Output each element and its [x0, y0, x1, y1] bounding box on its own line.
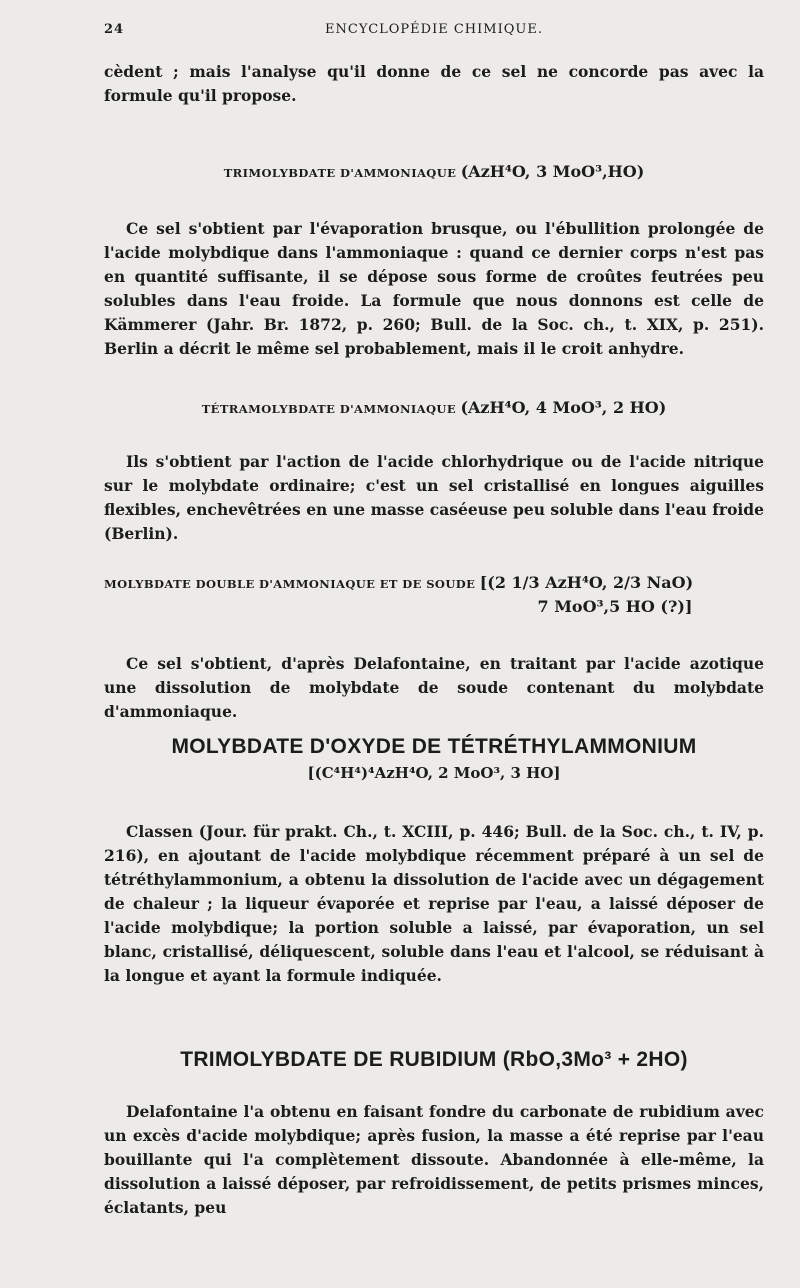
- running-header: [104, 22, 764, 42]
- heading-formula: [(2 1/3 AzH⁴O, 2/3 NaO): [479, 573, 694, 592]
- heading-molybdate-tetrethylammonium: MOLYBDATE D'OXYDE DE TÉTRÉTHYLAMMONIUM: [171, 735, 697, 758]
- heading-molybdate-double: [104, 573, 764, 592]
- heading-formula-continued: 7 MoO³,5 HO (?)]: [537, 597, 693, 616]
- heading-trimolybdate-rubidium: TRIMOLYBDATE DE RUBIDIUM (RbO,3Mo³ + 2HO): [180, 1048, 688, 1071]
- paragraph-tetrethylammonium: Classen (Jour. für prakt. Ch., t. XCIII, p. 446; Bull. de la Soc. ch., t. IV, p. 216), en ajoutant de l'acide molybdique récemment préparé à un sel de tétréthylammonium, a obtenu la dissolution de l'acide avec un dégagement de chaleur ; la liqueur évaporée et reprise par l'eau, a laissé déposer de l'acide molybdique; la portion soluble a laissé, par évaporation, un sel blanc, cristallisé, déliquescent, soluble dans l'eau et l'alcool, se réduisant à la longue et ayant la formule indiquée.: [104, 822, 764, 985]
- paragraph-tetramolybdate-ammoniaque: Ils s'obtient par l'action de l'acide chlorhydrique ou de l'acide nitrique sur le molybdate ordinaire; c'est un sel cristallisé en longues aiguilles flexibles, enchevêtrées en une masse caséeuse peu soluble dans l'eau froide (Berlin).: [104, 452, 764, 543]
- paragraph-molybdate-double: Ce sel s'obtient, d'après Delafontaine, en traitant par l'acide azotique une dissolution de molybdate de soude contenant du molybdate d'ammoniaque.: [104, 654, 764, 721]
- paragraph-continuation: cèdent ; mais l'analyse qu'il donne de ce sel ne concorde pas avec la formule qu'il propose.: [104, 62, 764, 105]
- heading-trimolybdate-ammoniaque: [104, 162, 764, 181]
- paragraph-trimolybdate-ammoniaque: Ce sel s'obtient par l'évaporation brusque, ou l'ébullition prolongée de l'acide molybdique dans l'ammoniaque : quand ce dernier corps n'est pas en quantité suffisante, il se dépose sous forme de croûtes feutrées peu solubles dans l'eau froide. La formule que nous donnons est celle de Kämmerer (Jahr. Br. 1872, p. 260; Bull. de la Soc. ch., t. XIX, p. 251). Berlin a décrit le même sel probablement, mais il le croit anhydre.: [104, 219, 764, 358]
- heading-formula: (AzH⁴O, 3 MoO³,HO): [460, 162, 645, 181]
- heading-label: MOLYBDATE DOUBLE D'AMMONIAQUE ET DE SOUDE: [104, 577, 476, 591]
- heading-formula-tetrethylammonium: [(C⁴H⁴)⁴AzH⁴O, 2 MoO³, 3 HO]: [307, 764, 561, 782]
- paragraph-trimolybdate-rubidium: Delafontaine l'a obtenu en faisant fondre du carbonate de rubidium avec un excès d'acide molybdique; après fusion, la masse a été reprise par l'eau bouillante qui l'a complètement dissoute. Abandonnée à elle-même, la dissolution a laissé déposer, par refroidissement, de petits prismes minces, éclatants, peu: [104, 1102, 764, 1217]
- running-title: ENCYCLOPÉDIE CHIMIQUE.: [325, 22, 543, 37]
- page-number: 24: [104, 22, 125, 37]
- heading-tetramolybdate-ammoniaque: [104, 398, 764, 417]
- heading-label: TRIMOLYBDATE D'AMMONIAQUE: [223, 166, 457, 180]
- heading-formula: (AzH⁴O, 4 MoO³, 2 HO): [460, 398, 667, 417]
- heading-label: TÉTRAMOLYBDATE D'AMMONIAQUE: [201, 402, 457, 416]
